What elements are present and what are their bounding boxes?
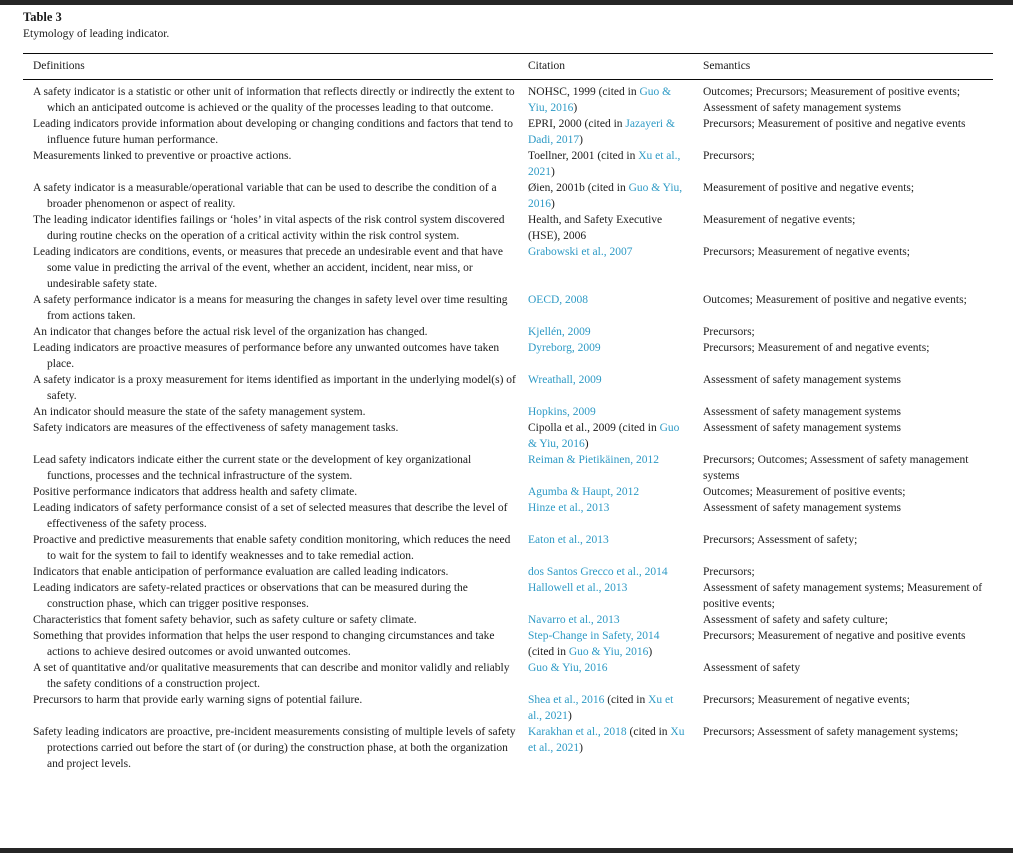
citation-text: (cited in bbox=[528, 646, 569, 658]
semantics-cell: Assessment of safety management systems bbox=[703, 374, 902, 386]
semantics-cell: Precursors; bbox=[703, 150, 755, 162]
definition-cell: The leading indicator identifies failings or ‘holes’ in vital aspects of the risk control system discovered during routine checks on the operation of a critical activity within the risk control system. bbox=[33, 214, 505, 242]
citation-link[interactable]: Kjellén, 2009 bbox=[528, 326, 591, 338]
definition-cell: Precursors to harm that provide early warning signs of potential failure. bbox=[33, 694, 363, 706]
citation-link[interactable]: OECD, 2008 bbox=[528, 294, 589, 306]
definition-cell: Indicators that enable anticipation of performance evaluation are called leading indicators. bbox=[33, 566, 449, 578]
table-caption: Etymology of leading indicator. bbox=[23, 28, 170, 40]
citation-cell bbox=[528, 180, 703, 212]
semantics-cell: Assessment of safety management systems; Measurement of positive events; bbox=[703, 582, 983, 610]
semantics-cell: Precursors; Assessment of safety; bbox=[703, 534, 858, 546]
page-edge-bottom bbox=[0, 848, 1013, 853]
definition-cell: Leading indicators of safety performance consist of a set of selected measures that describe the level of effectiveness of the safety process. bbox=[33, 502, 508, 530]
citation-cell bbox=[528, 612, 703, 628]
citation-link[interactable]: Jazayeri & Dadi, 2017 bbox=[528, 118, 675, 146]
citation-link[interactable]: Guo & Yiu, 2016 bbox=[528, 86, 672, 114]
definition-cell: Positive performance indicators that address health and safety climate. bbox=[33, 486, 358, 498]
citation-text: ) bbox=[567, 710, 572, 722]
citation-cell bbox=[528, 292, 703, 324]
citation-text: ) bbox=[551, 198, 555, 210]
definition-cell: Characteristics that foment safety behavior, such as safety culture or safety climate. bbox=[33, 614, 417, 626]
citation-cell bbox=[528, 628, 703, 660]
semantics-cell: Precursors; Measurement of negative events; bbox=[703, 694, 910, 706]
definition-cell: Something that provides information that helps the user respond to changing circumstances and take actions to achieve desired outcomes or avoid unwanted outcomes. bbox=[33, 630, 495, 658]
definition-cell: A set of quantitative and/or qualitative measurements that can describe and monitor validly and reliably the safety conditions of a construction project. bbox=[33, 662, 510, 690]
table-row bbox=[23, 148, 993, 180]
citation-link[interactable]: Guo & Yiu, 2016 bbox=[528, 662, 608, 674]
definition-cell: A safety indicator is a statistic or other unit of information that reflects directly or indirectly the extent to which an anticipated outcome is achieved or the quality of the processes leading to that outcome. bbox=[33, 86, 515, 114]
citation-link[interactable]: Guo & Yiu, 2016 bbox=[568, 646, 649, 658]
table-row bbox=[23, 724, 993, 772]
semantics-cell: Precursors; Assessment of safety management systems; bbox=[703, 726, 959, 738]
citation-text: ) bbox=[573, 102, 578, 114]
citation-link[interactable]: Step-Change in Safety, 2014 bbox=[528, 630, 660, 642]
table-body bbox=[23, 80, 993, 773]
citation-link[interactable]: Wreathall, 2009 bbox=[528, 374, 602, 386]
table-row bbox=[23, 580, 993, 612]
citation-cell bbox=[528, 340, 703, 372]
citation-link[interactable]: Xu et al., 2021 bbox=[528, 726, 685, 754]
table-row bbox=[23, 292, 993, 324]
definition-cell: Proactive and predictive measurements that enable safety condition monitoring, which reduces the need to wait for the system to fail to identify weaknesses and to take remedial action. bbox=[33, 534, 511, 562]
citation-cell bbox=[528, 244, 703, 292]
citation-cell bbox=[528, 724, 703, 772]
citation-link[interactable]: Agumba & Haupt, 2012 bbox=[528, 486, 640, 498]
citation-text: NOHSC, 1999 (cited in bbox=[528, 86, 640, 98]
semantics-cell: Precursors; bbox=[703, 566, 755, 578]
table-row bbox=[23, 484, 993, 500]
citation-text: ) bbox=[579, 742, 583, 754]
table-row bbox=[23, 420, 993, 452]
column-header-definitions: Definitions bbox=[23, 54, 528, 80]
citation-text: ) bbox=[584, 438, 589, 450]
citation-cell bbox=[528, 580, 703, 612]
citation-link[interactable]: Dyreborg, 2009 bbox=[528, 342, 601, 354]
table-row bbox=[23, 372, 993, 404]
citation-cell bbox=[528, 116, 703, 148]
citation-text: Toellner, 2001 (cited in bbox=[528, 150, 639, 162]
citation-cell bbox=[528, 324, 703, 340]
citation-text: (cited in bbox=[604, 694, 649, 706]
citation-text: ) bbox=[648, 646, 653, 658]
citation-link[interactable]: Shea et al., 2016 bbox=[528, 694, 605, 706]
citation-link[interactable]: dos Santos Grecco et al., 2014 bbox=[528, 566, 668, 578]
citation-link[interactable]: Navarro et al., 2013 bbox=[528, 614, 620, 626]
definition-cell: A safety indicator is a measurable/operational variable that can be used to describe the condition of a broader phenomenon or aspect of reality. bbox=[33, 182, 497, 210]
table-row bbox=[23, 212, 993, 244]
semantics-cell: Assessment of safety management systems bbox=[703, 406, 902, 418]
table-row bbox=[23, 564, 993, 580]
semantics-cell: Outcomes; Measurement of positive and negative events; bbox=[703, 294, 967, 306]
semantics-cell: Precursors; Outcomes; Assessment of safety management systems bbox=[703, 454, 969, 482]
etymology-table bbox=[23, 53, 993, 772]
citation-link[interactable]: Eaton et al., 2013 bbox=[528, 534, 609, 546]
citation-cell bbox=[528, 148, 703, 180]
citation-text: ) bbox=[579, 134, 583, 146]
semantics-cell: Outcomes; Measurement of positive events; bbox=[703, 486, 906, 498]
citation-link[interactable]: Hinze et al., 2013 bbox=[528, 502, 610, 514]
semantics-cell: Assessment of safety management systems bbox=[703, 502, 902, 514]
definition-cell: Lead safety indicators indicate either the current state or the development of key organizational functions, processes and the technical infrastructure of the system. bbox=[33, 454, 472, 482]
table-row bbox=[23, 116, 993, 148]
semantics-cell: Measurement of negative events; bbox=[703, 214, 856, 226]
citation-cell bbox=[528, 452, 703, 484]
citation-text: EPRI, 2000 (cited in bbox=[528, 118, 626, 130]
table-header-row bbox=[23, 54, 993, 80]
citation-cell bbox=[528, 532, 703, 564]
citation-link[interactable]: Reiman & Pietikäinen, 2012 bbox=[528, 454, 659, 466]
citation-link[interactable]: Guo & Yiu, 2016 bbox=[528, 182, 683, 210]
definition-cell: Safety leading indicators are proactive, pre-incident measurements consisting of multiple levels of safety protections carried out before the start of (or during) the construction phase, at both the organization and project levels. bbox=[33, 726, 516, 770]
definition-cell: Measurements linked to preventive or proactive actions. bbox=[33, 150, 292, 162]
semantics-cell: Measurement of positive and negative events; bbox=[703, 182, 915, 194]
citation-text: (cited in bbox=[626, 726, 671, 738]
table-row bbox=[23, 180, 993, 212]
table-row bbox=[23, 324, 993, 340]
citation-link[interactable]: Karakhan et al., 2018 bbox=[528, 726, 627, 738]
citation-link[interactable]: Grabowski et al., 2007 bbox=[528, 246, 633, 258]
table-row bbox=[23, 452, 993, 484]
citation-text: Health, and Safety Executive (HSE), 2006 bbox=[528, 214, 663, 242]
semantics-cell: Assessment of safety bbox=[703, 662, 801, 674]
semantics-cell: Assessment of safety and safety culture; bbox=[703, 614, 888, 626]
citation-cell bbox=[528, 484, 703, 500]
citation-cell bbox=[528, 660, 703, 692]
citation-link[interactable]: Hopkins, 2009 bbox=[528, 406, 596, 418]
table-row bbox=[23, 612, 993, 628]
citation-cell bbox=[528, 404, 703, 420]
citation-text: Cipolla et al., 2009 (cited in bbox=[528, 422, 660, 434]
citation-link[interactable]: Xu et al., 2021 bbox=[528, 150, 681, 178]
citation-text: Øien, 2001b (cited in bbox=[528, 182, 629, 194]
table-region bbox=[23, 9, 993, 772]
table-row bbox=[23, 628, 993, 660]
semantics-cell: Precursors; Measurement of negative events; bbox=[703, 246, 910, 258]
column-header-citation: Citation bbox=[528, 54, 703, 80]
citation-link[interactable]: Xu et al., 2021 bbox=[528, 694, 674, 722]
definition-cell: A safety performance indicator is a means for measuring the changes in safety level over time resulting from actions taken. bbox=[33, 294, 508, 322]
column-header-semantics: Semantics bbox=[703, 54, 993, 80]
definition-cell: An indicator should measure the state of the safety management system. bbox=[33, 406, 366, 418]
citation-cell bbox=[528, 420, 703, 452]
semantics-cell: Outcomes; Precursors; Measurement of positive events; Assessment of safety management systems bbox=[703, 86, 961, 114]
definition-cell: An indicator that changes before the actual risk level of the organization has changed. bbox=[33, 326, 428, 338]
table-row bbox=[23, 404, 993, 420]
table-row bbox=[23, 660, 993, 692]
definition-cell: Safety indicators are measures of the effectiveness of safety management tasks. bbox=[33, 422, 399, 434]
definition-cell: Leading indicators are proactive measures of performance before any unwanted outcomes have taken place. bbox=[33, 342, 500, 370]
citation-text: ) bbox=[551, 166, 555, 178]
citation-cell bbox=[528, 692, 703, 724]
semantics-cell: Assessment of safety management systems bbox=[703, 422, 902, 434]
semantics-cell: Precursors; Measurement of and negative events; bbox=[703, 342, 930, 354]
citation-link[interactable]: Guo & Yiu, 2016 bbox=[528, 422, 680, 450]
table-row bbox=[23, 692, 993, 724]
citation-cell bbox=[528, 564, 703, 580]
semantics-cell: Precursors; Measurement of positive and negative events bbox=[703, 118, 966, 130]
definition-cell: Leading indicators are safety-related practices or observations that can be measured during the construction phase, which can trigger positive responses. bbox=[33, 582, 468, 610]
definition-cell: Leading indicators are conditions, events, or measures that precede an undesirable event and that have some value in predicting the arrival of the event, whether an accident, incident, near miss, or undesirable safety state. bbox=[33, 246, 504, 290]
citation-cell bbox=[528, 80, 703, 117]
page-edge-top bbox=[0, 0, 1013, 5]
definition-cell: Leading indicators provide information about developing or changing conditions and factors that tend to influence future human performance. bbox=[33, 118, 514, 146]
table-row bbox=[23, 500, 993, 532]
table-row bbox=[23, 80, 993, 117]
citation-link[interactable]: Hallowell et al., 2013 bbox=[528, 582, 628, 594]
table-row bbox=[23, 532, 993, 564]
table-row bbox=[23, 340, 993, 372]
citation-cell bbox=[528, 212, 703, 244]
semantics-cell: Precursors; bbox=[703, 326, 755, 338]
definition-cell: A safety indicator is a proxy measurement for items identified as important in the underlying model(s) of safety. bbox=[33, 374, 516, 402]
table-row bbox=[23, 244, 993, 292]
semantics-cell: Precursors; Measurement of negative and positive events bbox=[703, 630, 966, 642]
citation-cell bbox=[528, 372, 703, 404]
table-title: Table 3 bbox=[23, 10, 62, 24]
citation-cell bbox=[528, 500, 703, 532]
